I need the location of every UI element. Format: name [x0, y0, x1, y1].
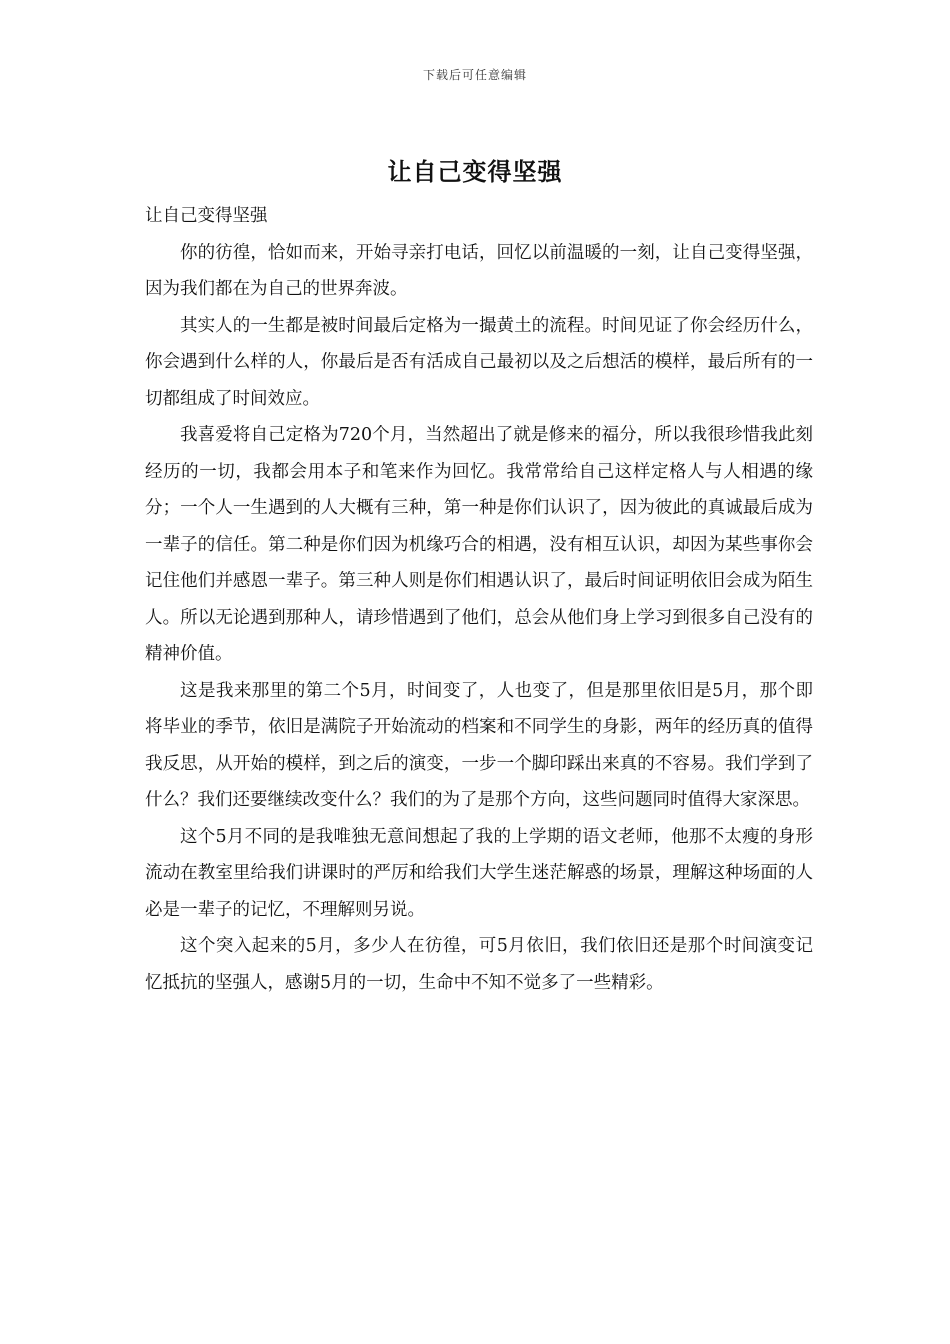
paragraph: 其实人的一生都是被时间最后定格为一撮黄土的流程。时间见证了你会经历什么，你会遇到什么样的人，你最后是否有活成自己最初以及之后想活的模样，最后所有的一切都组成了时间效应。	[145, 315, 813, 409]
paragraph: 这个突入起来的5月，多少人在彷徨，可5月依旧，我们依旧还是那个时间演变记忆抵抗的坚强人，感谢5月的一切，生命中不知不觉多了一些精彩。	[145, 936, 813, 993]
document-body	[145, 198, 813, 1001]
header-note: 下载后可任意编辑	[422, 68, 527, 82]
document-title: 让自己变得坚强	[387, 157, 563, 186]
paragraph: 这是我来那里的第二个5月，时间变了，人也变了，但是那里依旧是5月，那个即将毕业的季节，依旧是满院子开始流动的档案和不同学生的身影，两年的经历真的值得我反思，从开始的模样，到之后的演变，一步一个脚印踩出来真的不容易。我们学到了什么？我们还要继续改变什么？我们的为了是那个方向，这些问题同时值得大家深思。	[145, 680, 813, 810]
document-subtitle: 让自己变得坚强	[145, 206, 268, 226]
paragraph: 这个5月不同的是我唯独无意间想起了我的上学期的语文老师，他那不太瘦的身形流动在教室里给我们讲课时的严厉和给我们大学生迷茫解惑的场景，理解这种场面的人必是一辈子的记忆，不理解则另说。	[145, 826, 813, 920]
paragraph: 我喜爱将自己定格为720个月，当然超出了就是修来的福分，所以我很珍惜我此刻经历的一切，我都会用本子和笔来作为回忆。我常常给自己这样定格人与人相遇的缘分；一个人一生遇到的人大概有三种，第一种是你们认识了，因为彼此的真诚最后成为一辈子的信任。第二种是你们因为机缘巧合的相遇，没有相互认识，却因为某些事你会记住他们并感恩一辈子。第三种人则是你们相遇认识了，最后时间证明依旧会成为陌生人。所以无论遇到那种人，请珍惜遇到了他们，总会从他们身上学习到很多自己没有的精神价值。	[145, 425, 813, 664]
paragraph: 你的彷徨，恰如而来，开始寻亲打电话，回忆以前温暖的一刻，让自己变得坚强，因为我们都在为自己的世界奔波。	[145, 242, 813, 299]
